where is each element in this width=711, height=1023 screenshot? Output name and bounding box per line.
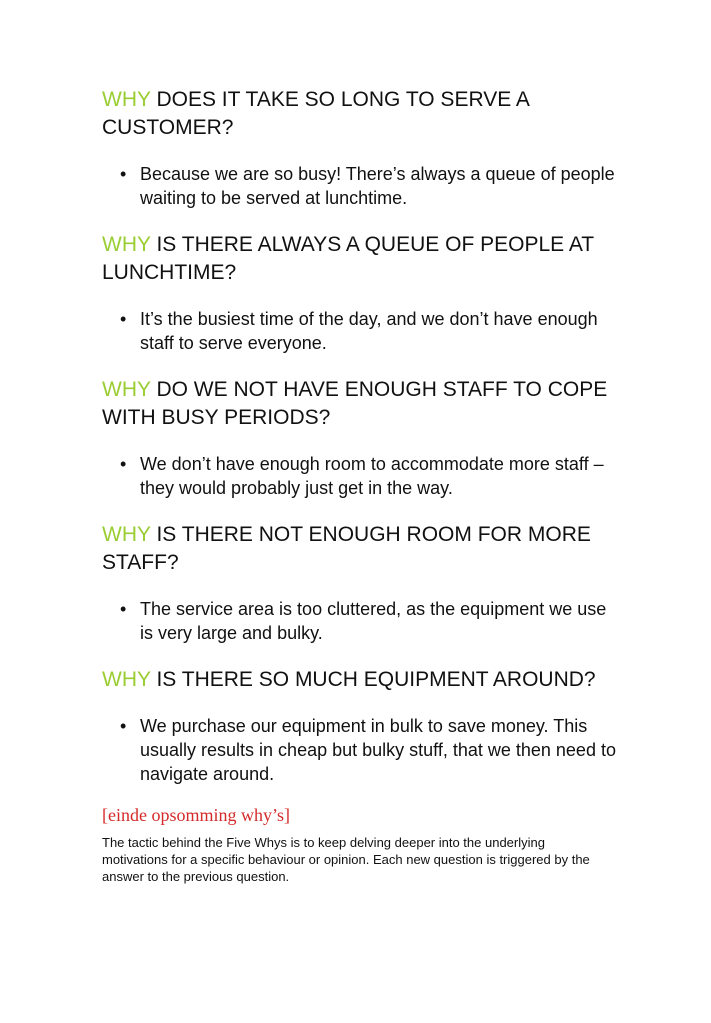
question-text: DOES IT TAKE SO LONG TO SERVE A CUSTOMER? (102, 88, 529, 139)
why-keyword: WHY (102, 668, 151, 691)
question-text: DO WE NOT HAVE ENOUGH STAFF TO COPE WITH BUSY PERIODS? (102, 378, 608, 429)
bullet-icon: • (120, 309, 127, 329)
why-keyword: WHY (102, 523, 151, 546)
answer-item (120, 162, 622, 210)
answer-text: The service area is too cluttered, as the equipment we use is very large and bulky. (140, 599, 607, 643)
answer-text: Because we are so busy! There’s always a queue of people waiting to be served at lunchtime. (140, 164, 615, 208)
question-heading-2 (102, 231, 622, 287)
answer-text: We purchase our equipment in bulk to save money. This usually results in cheap but bulky stuff, that we then need to navigate around. (140, 716, 616, 784)
footer-paragraph: The tactic behind the Five Whys is to keep delving deeper into the underlying motivations for a specific behaviour or opinion. Each new question is triggered by the answer to the previous question. (102, 835, 590, 884)
answer-list-5 (102, 714, 622, 786)
section-end-tag: [einde opsomming why’s] (102, 805, 290, 825)
document-content (102, 86, 622, 885)
question-text: IS THERE SO MUCH EQUIPMENT AROUND? (150, 668, 596, 691)
answer-text: It’s the busiest time of the day, and we don’t have enough staff to serve everyone. (140, 309, 598, 353)
question-heading-5 (102, 666, 622, 694)
answer-item (120, 452, 622, 500)
answer-text: We don’t have enough room to accommodate more staff – they would probably just get in the way. (140, 454, 604, 498)
bullet-icon: • (120, 164, 127, 184)
question-text: IS THERE NOT ENOUGH ROOM FOR MORE STAFF? (102, 523, 591, 574)
answer-item (120, 714, 622, 786)
bullet-icon: • (120, 716, 127, 736)
question-text: IS THERE ALWAYS A QUEUE OF PEOPLE AT LUNCHTIME? (102, 233, 594, 284)
question-heading-4 (102, 521, 622, 577)
answer-item (120, 307, 622, 355)
bullet-icon: • (120, 599, 127, 619)
answer-list-3 (102, 452, 622, 500)
question-heading-1 (102, 86, 622, 142)
answer-list-1 (102, 162, 622, 210)
why-keyword: WHY (102, 233, 151, 256)
why-keyword: WHY (102, 378, 151, 401)
why-keyword: WHY (102, 88, 151, 111)
answer-list-2 (102, 307, 622, 355)
question-heading-3 (102, 376, 622, 432)
answer-list-4 (102, 597, 622, 645)
answer-item (120, 597, 622, 645)
bullet-icon: • (120, 454, 127, 474)
